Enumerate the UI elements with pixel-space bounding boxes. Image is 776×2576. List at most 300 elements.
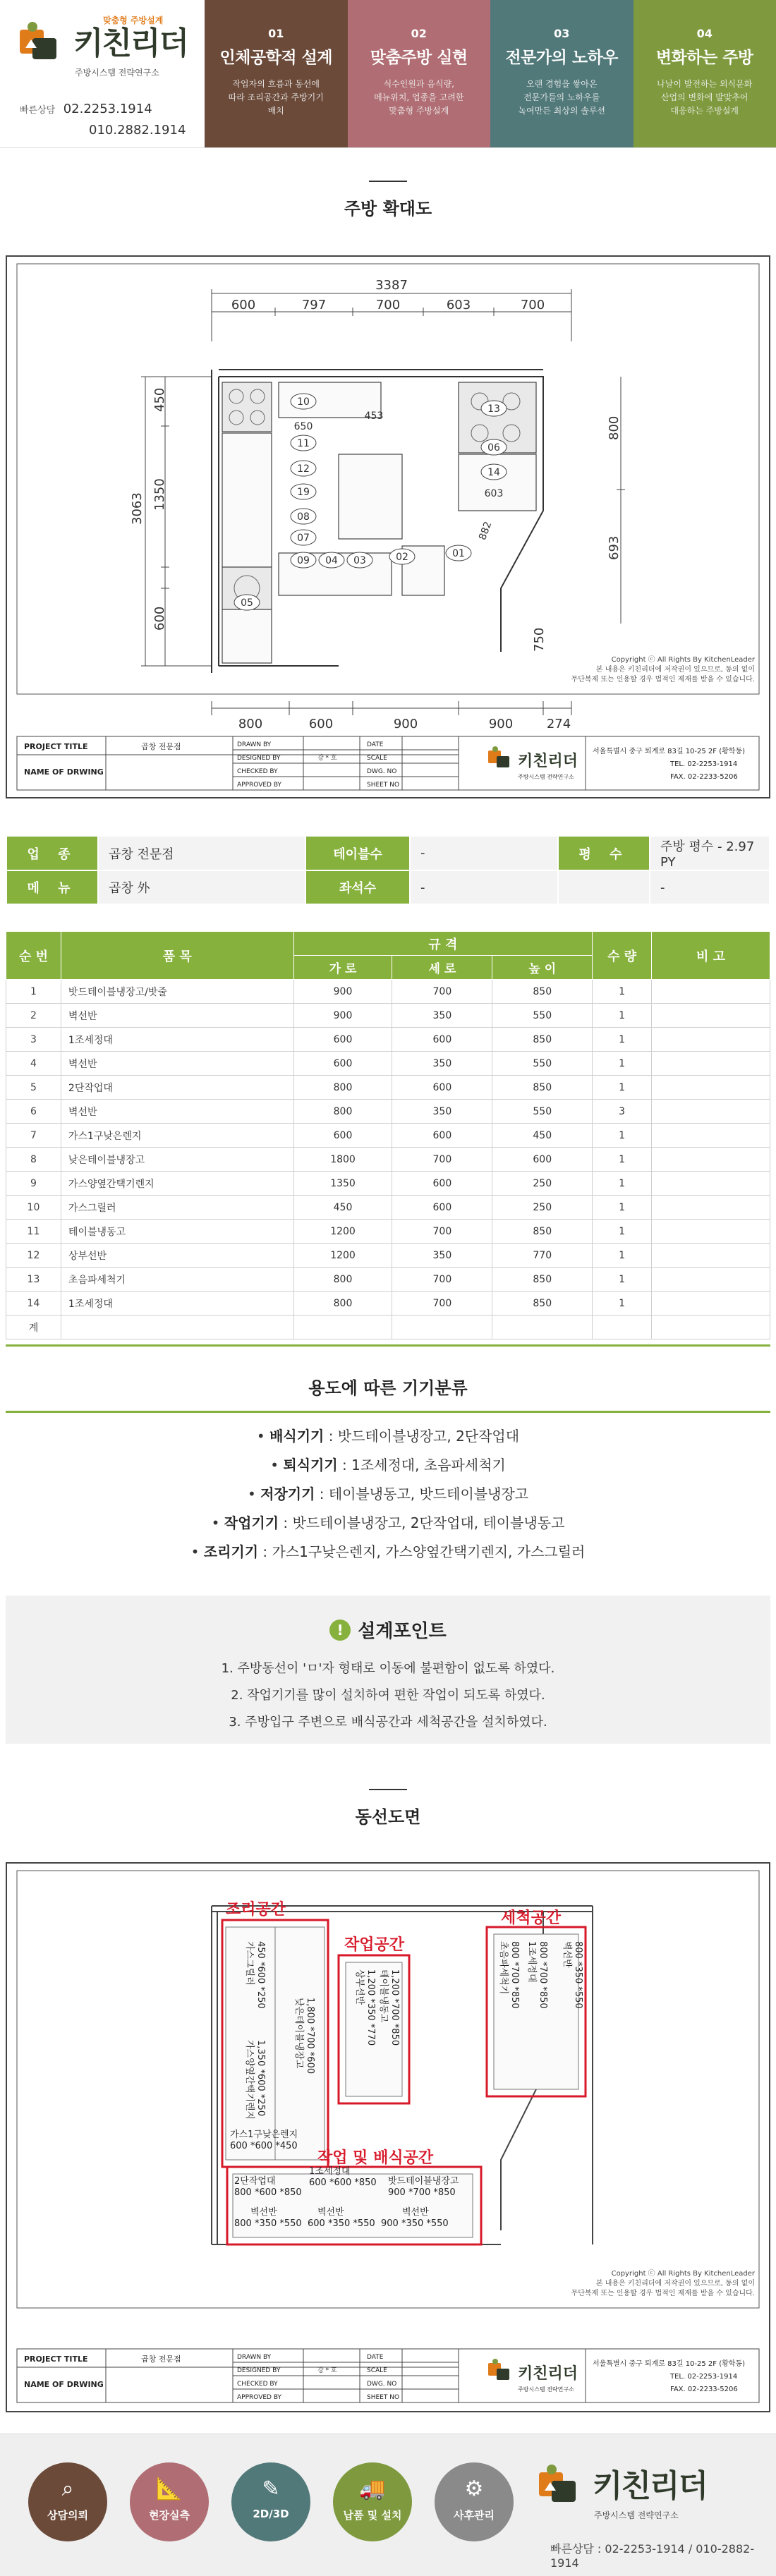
feature-desc-line: 맞춤형 주방설계 <box>389 106 449 116</box>
tb-tel: TEL. 02-2253-1914 <box>670 760 738 768</box>
tb-brand-name: 키친리더 <box>518 2365 578 2383</box>
feature-desc-line: 대응하는 주방설계 <box>670 106 739 116</box>
dim-top-5: 700 <box>520 298 545 312</box>
cell-note <box>652 1196 770 1220</box>
cell-note <box>652 1220 770 1244</box>
cell-qty: 1 <box>593 1052 652 1076</box>
wash-item-spec: 800 *700 *850 <box>538 1941 548 2009</box>
green-divider-bottom <box>6 1411 770 1413</box>
service-aftercare[interactable] <box>435 2462 514 2541</box>
tb-drawn-by: DRAWN BY <box>237 2354 272 2361</box>
th-depth: 세 로 <box>392 956 492 980</box>
serve-item: 벽선반 <box>402 2207 429 2218</box>
work-item: 테이블냉동고 <box>378 1969 389 2023</box>
cell-note <box>652 1268 770 1292</box>
label-06: 06 <box>487 442 500 454</box>
cell-depth: 350 <box>392 1100 492 1124</box>
cell-qty: 1 <box>593 1076 652 1100</box>
flow-plan-drawing <box>6 1862 770 2412</box>
cell-note <box>652 980 770 1004</box>
zone-wash-label: 세척공간 <box>501 1909 562 1927</box>
tb-sheet-no: SHEET NO <box>367 782 400 789</box>
cell-qty: 1 <box>593 1292 652 1316</box>
empty-cell <box>558 870 650 904</box>
cell-item: 2단작업대 <box>61 1076 293 1100</box>
tb-date: DATE <box>367 2354 384 2361</box>
cell-no: 11 <box>6 1220 61 1244</box>
cell-item: 가스1구낮은렌지 <box>61 1124 293 1148</box>
project-info-table <box>6 835 770 905</box>
tb-project-title-label: PROJECT TITLE <box>24 2355 88 2364</box>
class-value: 밧드테이블냉장고, 2단작업대, 테이블냉동고 <box>292 1514 565 1531</box>
cook-item-spec: 450 *600 *250 <box>255 1941 266 2009</box>
label-14: 14 <box>487 467 500 478</box>
cell-qty: 1 <box>593 1124 652 1148</box>
section-title-flow-plan <box>0 1789 776 1828</box>
value-business: 곱창 전문점 <box>98 836 305 870</box>
cell-width: 800 <box>293 1268 392 1292</box>
th-spec: 규 격 <box>293 932 593 956</box>
classification-row: • 퇴식기기 : 1조세정대, 초음파세척기 <box>270 1457 506 1474</box>
label-05: 05 <box>241 597 253 609</box>
value-area: 주방 평수 - 2.97 PY <box>650 836 770 870</box>
cell-item: 밧드테이블냉장고/밧줄 <box>61 980 293 1004</box>
table-row <box>6 1220 770 1244</box>
cell-depth: 350 <box>392 1052 492 1076</box>
cell-no: 4 <box>6 1052 61 1076</box>
zone-cook-label: 조리공간 <box>226 1901 286 1919</box>
dim-left-3: 600 <box>152 606 167 631</box>
cell-height: 850 <box>492 1292 593 1316</box>
label-area: 평 수 <box>558 836 650 870</box>
ruler-icon: 📐 <box>156 2477 183 2501</box>
classification-row: • 작업기기 : 밧드테이블냉장고, 2단작업대, 테이블냉동고 <box>211 1514 565 1531</box>
tb-brand-name: 키친리더 <box>518 753 578 770</box>
copyright-line-2: 본 내용은 키친리더에 저작권이 있으므로, 동의 없이 <box>595 666 755 674</box>
dim-right-1: 800 <box>607 415 622 440</box>
dim-bottom-4: 900 <box>488 717 514 731</box>
th-width: 가 로 <box>293 956 392 980</box>
serve-item-spec: 800 *600 *850 <box>234 2187 302 2198</box>
th-qty: 수 량 <box>593 932 652 980</box>
tb-date: DATE <box>367 741 384 748</box>
classification-title <box>0 1374 776 1399</box>
dim-bottom-2: 600 <box>308 717 334 731</box>
feature-number: 04 <box>696 27 713 40</box>
tb-logo-icon <box>488 746 509 767</box>
dim-top-4: 603 <box>446 298 471 312</box>
tb-brand-subtitle: 주방시스템 전략연구소 <box>518 2386 574 2393</box>
cell-height: 550 <box>492 1004 593 1028</box>
cell-qty: 1 <box>593 1268 652 1292</box>
label-08: 08 <box>297 511 310 523</box>
table-row-total <box>6 1316 770 1339</box>
cell-depth: 700 <box>392 1292 492 1316</box>
table-row <box>6 1076 770 1100</box>
exclamation-icon: ! <box>329 1620 351 1641</box>
table-row <box>6 1268 770 1292</box>
feature-desc-line: 전문가들의 노하우를 <box>523 92 600 102</box>
cell-item: 테이블냉동고 <box>61 1220 293 1244</box>
cell-height: 850 <box>492 1028 593 1052</box>
feature-title: 전문가의 노하우 <box>505 49 619 67</box>
copyright-line-2: 본 내용은 키친리더에 저작권이 있으므로, 동의 없이 <box>595 2280 755 2288</box>
cell-note <box>652 1004 770 1028</box>
title-divider <box>369 181 407 182</box>
serve-item-spec: 900 *350 *550 <box>381 2218 449 2229</box>
design-points-title <box>6 1617 770 1643</box>
serve-item: 2단작업대 <box>234 2176 276 2187</box>
cell-width: 900 <box>293 1004 392 1028</box>
dim-top-1: 600 <box>231 298 256 312</box>
cell-width: 1200 <box>293 1244 392 1268</box>
th-note: 비 고 <box>652 932 770 980</box>
table-row <box>6 1244 770 1268</box>
footer-brand-subtitle: 주방시스템 전략연구소 <box>594 2510 679 2520</box>
cell-item: 벽선반 <box>61 1100 293 1124</box>
feature-desc-line: 오랜 경험을 쌓아온 <box>526 79 598 89</box>
kitchen-leader-logo-icon <box>17 20 66 63</box>
cell-no: 6 <box>6 1100 61 1124</box>
drawing-icon: ✎ <box>262 2477 280 2501</box>
serve-item-spec: 600 *350 *550 <box>308 2218 375 2229</box>
zone-work-label: 작업공간 <box>344 1936 405 1954</box>
serve-item-spec: 900 *700 *850 <box>388 2187 456 2198</box>
logo[interactable] <box>17 20 205 63</box>
tb-checked-by: CHECKED BY <box>237 768 278 775</box>
serve-item: 밧드테이블냉장고 <box>388 2176 459 2187</box>
cell-width: 600 <box>293 1124 392 1148</box>
label-seats: 좌석수 <box>305 870 410 904</box>
cell-height: 250 <box>492 1172 593 1196</box>
table-row <box>6 980 770 1004</box>
th-item: 품 목 <box>61 932 293 980</box>
cell-width: 600 <box>293 1052 392 1076</box>
copyright-line-3: 무단복제 또는 인용할 경우 법적인 제재를 받을 수 있습니다. <box>571 676 755 684</box>
dim-bottom-3: 900 <box>393 717 418 731</box>
cell-empty <box>61 1316 293 1339</box>
tb-dwg-no: DWG. NO <box>367 2381 397 2388</box>
table-row <box>6 1004 770 1028</box>
cell-width: 800 <box>293 1292 392 1316</box>
tb-fax: FAX. 02-2233-5206 <box>670 2386 738 2393</box>
section-title-text: 주방 확대도 <box>344 199 432 219</box>
copyright-line-3: 무단복제 또는 인용할 경우 법적인 제재를 받을 수 있습니다. <box>571 2290 755 2297</box>
kitchen-leader-logo-icon <box>536 2462 586 2506</box>
wash-item: 벽선반 <box>562 1941 572 1968</box>
cell-qty: 1 <box>593 980 652 1004</box>
label-11: 11 <box>297 438 310 449</box>
tb-drawn-by: DRAWN BY <box>237 741 272 748</box>
phone-2[interactable]: 010.2882.1914 <box>89 123 186 138</box>
feature-number: 03 <box>554 27 570 40</box>
service-drawing[interactable] <box>231 2462 310 2541</box>
cell-depth: 350 <box>392 1004 492 1028</box>
cell-note <box>652 1052 770 1076</box>
class-value: 가스1구낮은렌지, 가스양옆간택기렌지, 가스그릴러 <box>272 1543 586 1560</box>
value-extra: - <box>650 870 770 904</box>
cell-height: 770 <box>492 1244 593 1268</box>
cell-height: 550 <box>492 1100 593 1124</box>
cell-note <box>652 1100 770 1124</box>
label-10: 10 <box>297 396 310 408</box>
cook-item: 가스양옆간택기렌지 <box>244 2040 255 2120</box>
feature-desc <box>502 78 622 118</box>
service-consult[interactable] <box>28 2462 107 2541</box>
feature-desc-line: 녹여만든 최상의 솔루션 <box>518 106 606 116</box>
cell-width: 900 <box>293 980 392 1004</box>
cell-depth: 700 <box>392 980 492 1004</box>
label-01: 01 <box>452 548 465 559</box>
label-19: 19 <box>297 487 310 498</box>
serve-item: 벽선반 <box>250 2207 277 2218</box>
brand-subtitle: 주방시스템 전략연구소 <box>75 68 159 78</box>
tb-logo-icon <box>488 2359 509 2380</box>
cell-note <box>652 1292 770 1316</box>
wash-item: 1조세정대 <box>526 1941 537 1983</box>
label-07: 07 <box>297 533 310 544</box>
cell-height: 450 <box>492 1124 593 1148</box>
classification-row: • 배식기기 : 밧드테이블냉장고, 2단작업대 <box>256 1428 520 1445</box>
cell-qty: 1 <box>593 1028 652 1052</box>
cell-item: 낮은테이블냉장고 <box>61 1148 293 1172</box>
tb-checked-by: CHECKED BY <box>237 2381 278 2388</box>
kitchen-plan-svg <box>7 257 769 797</box>
dim-total-height: 3063 <box>130 492 145 525</box>
tb-project-title: 곱창 전문점 <box>141 2355 181 2364</box>
classification-list <box>0 1422 776 1567</box>
cell-height: 600 <box>492 1148 593 1172</box>
th-height: 높 이 <box>492 956 593 980</box>
feature-desc-line: 나날이 발전하는 외식문화 <box>657 79 753 89</box>
cell-width: 600 <box>293 1028 392 1052</box>
cell-note <box>652 1148 770 1172</box>
cell-note <box>652 1028 770 1052</box>
cell-depth: 600 <box>392 1172 492 1196</box>
cell-no: 9 <box>6 1172 61 1196</box>
footer <box>0 2434 776 2576</box>
cell-no: 10 <box>6 1196 61 1220</box>
tb-designer: 강 * 호 <box>317 755 337 762</box>
table-row <box>6 1028 770 1052</box>
cell-empty <box>293 1316 392 1339</box>
header <box>0 0 776 148</box>
cell-width: 450 <box>293 1196 392 1220</box>
tb-project-title-label: PROJECT TITLE <box>24 742 88 751</box>
cell-item: 가스양옆간택기렌지 <box>61 1172 293 1196</box>
feature-desc-line: 식수인원과 음식량, <box>383 79 454 89</box>
work-item-spec: 1,200 *700 *850 <box>389 1969 400 2046</box>
tb-tel: TEL. 02-2253-1914 <box>670 2373 738 2381</box>
value-seats: - <box>410 870 558 904</box>
value-tables: - <box>410 836 558 870</box>
title-divider <box>369 1789 407 1790</box>
design-point: 1. 주방동선이 'ㅁ'자 형태로 이동에 불편함이 없도록 하였다. <box>221 1661 555 1676</box>
cell-depth: 600 <box>392 1196 492 1220</box>
design-points-list <box>6 1655 770 1736</box>
footer-brand-name: 키친리더 <box>593 2468 708 2504</box>
serve-item: 1조세정대 <box>309 2166 351 2177</box>
cell-note <box>652 1076 770 1100</box>
table-row <box>6 1292 770 1316</box>
dim-right-2: 693 <box>607 535 622 560</box>
tb-name-label: NAME OF DRWING <box>24 767 104 777</box>
cell-height: 850 <box>492 1076 593 1100</box>
cell-no: 2 <box>6 1004 61 1028</box>
kitchen-plan-drawing <box>6 255 770 798</box>
feature-02 <box>348 0 491 147</box>
feature-01 <box>205 0 348 147</box>
cook-item-spec: 1,350 *600 *250 <box>255 2040 266 2117</box>
tb-dwg-no: DWG. NO <box>367 768 397 775</box>
class-label: 저장기기 <box>260 1486 315 1502</box>
cell-note <box>652 1172 770 1196</box>
class-value: 밧드테이블냉장고, 2단작업대 <box>337 1428 520 1445</box>
cell-item: 가스그릴러 <box>61 1196 293 1220</box>
dim-top-3: 700 <box>375 298 401 312</box>
cell-depth: 700 <box>392 1148 492 1172</box>
table-row <box>6 1196 770 1220</box>
header-contact <box>17 99 205 140</box>
copyright-line-1: Copyright ⓒ All Rights By KitchenLeader <box>611 656 755 664</box>
cell-qty: 1 <box>593 1148 652 1172</box>
value-menu: 곱창 外 <box>98 870 305 904</box>
cell-no: 3 <box>6 1028 61 1052</box>
contact-label: 빠른상담 <box>20 105 56 116</box>
service-label: 납품 및 설치 <box>343 2509 402 2522</box>
serve-item: 벽선반 <box>317 2207 344 2218</box>
brand-tagline: 맞춤형 주방설계 <box>103 16 164 25</box>
cell-depth: 350 <box>392 1244 492 1268</box>
service-survey[interactable] <box>130 2462 209 2541</box>
tb-scale: SCALE <box>367 2367 387 2374</box>
table-row <box>6 1124 770 1148</box>
tb-address: 서울특별시 중구 퇴계로 83길 10-25 2F (황학동) <box>593 2360 746 2368</box>
cell-empty <box>652 1316 770 1339</box>
footer-logo <box>536 2462 762 2506</box>
label-menu: 메 뉴 <box>6 870 98 904</box>
class-value: 1조세정대, 초음파세척기 <box>351 1457 506 1474</box>
footer-contact[interactable]: 빠른상담 : 02-2253-1914 / 010-2882-1914 <box>550 2542 755 2570</box>
cook-item: 가스그릴러 <box>244 1941 255 1986</box>
service-label: 상담의뢰 <box>47 2509 88 2522</box>
dim-left-2: 1350 <box>152 478 167 511</box>
label-882: 882 <box>477 520 495 542</box>
feature-desc <box>216 78 337 118</box>
label-453: 453 <box>364 411 384 422</box>
cook-item: 가스1구낮은렌지 <box>230 2130 298 2140</box>
label-tables: 테이블수 <box>305 836 410 870</box>
tb-designer: 강 * 호 <box>317 2367 337 2374</box>
tb-brand-subtitle: 주방시스템 전략연구소 <box>518 774 574 780</box>
cell-item: 1조세정대 <box>61 1028 293 1052</box>
cell-no: 5 <box>6 1076 61 1100</box>
footer-brand[interactable] <box>536 2462 762 2521</box>
service-delivery[interactable] <box>333 2462 412 2541</box>
tb-approved-by: APPROVED BY <box>237 2394 282 2401</box>
class-label: 퇴식기기 <box>283 1457 338 1474</box>
cell-item: 상부선반 <box>61 1244 293 1268</box>
label-04: 04 <box>325 555 338 566</box>
wash-item: 초음파세척기 <box>498 1941 509 1995</box>
tb-approved-by: APPROVED BY <box>237 782 282 789</box>
serve-item-spec: 800 *350 *550 <box>234 2218 302 2229</box>
service-icon: ⚙ <box>464 2477 484 2501</box>
green-divider-top <box>6 1344 770 1347</box>
cell-width: 800 <box>293 1100 392 1124</box>
cell-item: 초음파세척기 <box>61 1268 293 1292</box>
tb-designed-by: DESIGNED BY <box>237 2367 281 2374</box>
cell-depth: 700 <box>392 1220 492 1244</box>
brand-block <box>0 0 205 147</box>
section-title-enlarged-plan <box>0 181 776 219</box>
dim-left-1: 450 <box>152 387 167 412</box>
tb-fax: FAX. 02-2233-5206 <box>670 773 738 781</box>
feature-desc-line: 메뉴위치, 업종을 고려한 <box>374 92 464 102</box>
feature-04 <box>633 0 776 147</box>
label-09: 09 <box>297 555 310 566</box>
cell-height: 550 <box>492 1052 593 1076</box>
cell-height: 850 <box>492 1220 593 1244</box>
cell-total-label: 계 <box>6 1316 61 1339</box>
brand-name: 키친리더 <box>73 25 188 61</box>
cell-empty <box>593 1316 652 1339</box>
label-12: 12 <box>297 463 310 475</box>
feature-desc-line: 따라 조리공간과 주방기기 <box>228 92 324 102</box>
cell-qty: 1 <box>593 1244 652 1268</box>
section-title-text: 동선도면 <box>355 1807 421 1827</box>
cook-item-spec: 600 *600 *450 <box>230 2141 298 2151</box>
label-650: 650 <box>293 421 313 432</box>
cell-depth: 600 <box>392 1076 492 1100</box>
work-item: 상부선반 <box>354 1969 365 2005</box>
zone-serve-label: 작업 및 배식공간 <box>317 2149 434 2167</box>
cell-qty: 1 <box>593 1004 652 1028</box>
work-item-spec: 1,200 *350 *770 <box>365 1969 376 2046</box>
feature-03 <box>490 0 633 147</box>
dim-bottom-1: 800 <box>238 717 263 731</box>
cell-width: 1350 <box>293 1172 392 1196</box>
cell-width: 1800 <box>293 1148 392 1172</box>
feature-desc-line: 배치 <box>267 106 284 116</box>
dim-top-2: 797 <box>301 298 327 312</box>
cell-no: 12 <box>6 1244 61 1268</box>
cell-empty <box>492 1316 593 1339</box>
tb-scale: SCALE <box>367 755 387 762</box>
flow-plan-svg <box>7 1864 769 2411</box>
magnifier-icon: ⌕ <box>61 2477 74 2501</box>
tb-project-title: 곱창 전문점 <box>141 742 181 751</box>
work-item-spec: 1,800 *700 *600 <box>305 1998 315 2074</box>
feature-desc <box>645 78 765 118</box>
design-point: 3. 주방입구 주변으로 배식공간과 세척공간을 설치하였다. <box>229 1715 547 1730</box>
cell-depth: 600 <box>392 1028 492 1052</box>
feature-desc-line: 작업자의 흐름과 동선에 <box>232 79 320 89</box>
equipment-table <box>6 931 770 1339</box>
truck-icon: 🚚 <box>359 2477 386 2501</box>
table-row <box>6 1052 770 1076</box>
cell-qty: 3 <box>593 1100 652 1124</box>
cell-qty: 1 <box>593 1172 652 1196</box>
tb-address: 서울특별시 중구 퇴계로 83길 10-25 2F (황학동) <box>593 748 746 755</box>
phone-1[interactable]: 02.2253.1914 <box>63 102 152 116</box>
cell-no: 1 <box>6 980 61 1004</box>
cell-note <box>652 1244 770 1268</box>
copyright-line-1: Copyright ⓒ All Rights By KitchenLeader <box>611 2270 755 2278</box>
label-603: 603 <box>484 488 504 499</box>
dim-total-width: 3387 <box>375 278 408 293</box>
cell-item: 1조세정대 <box>61 1292 293 1316</box>
